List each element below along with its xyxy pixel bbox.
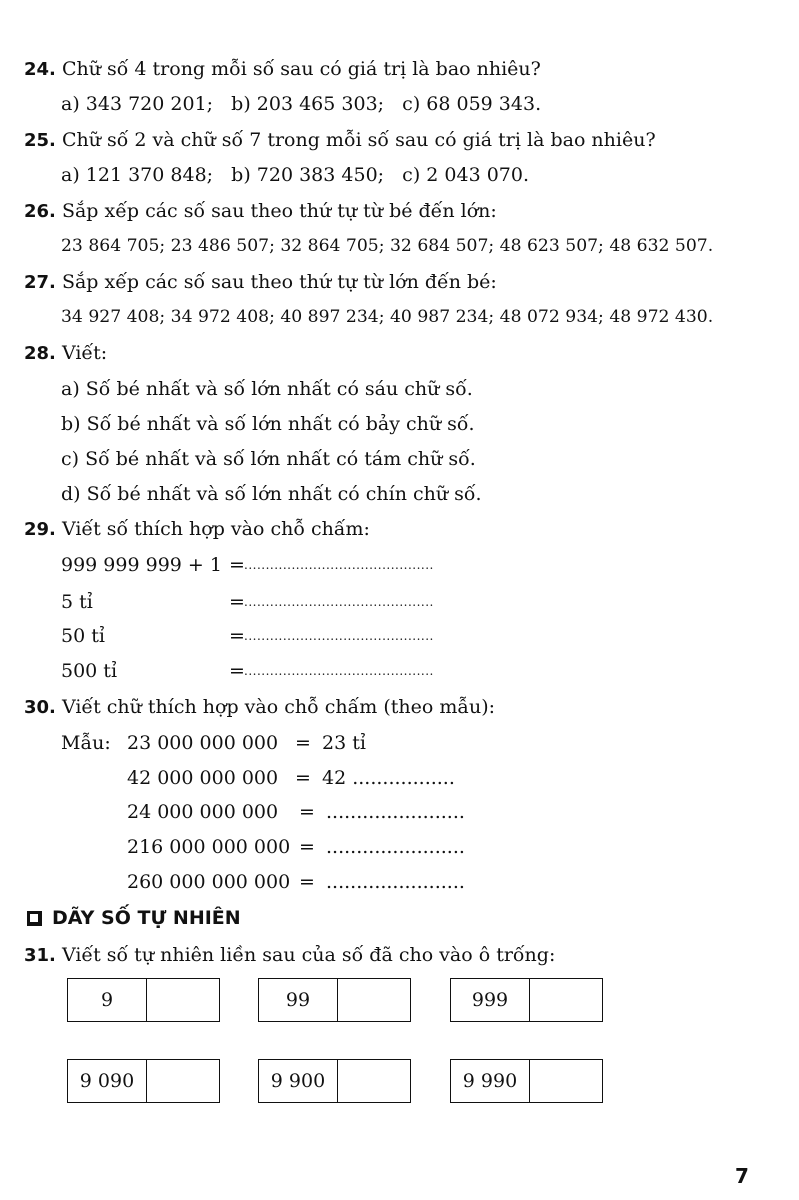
- row-left: 42 000 000 000: [127, 767, 279, 789]
- row-left: 24 000 000 000: [127, 801, 279, 823]
- exercise-number: 28.: [24, 343, 56, 364]
- row-left: 999 999 999 + 1: [61, 554, 222, 576]
- exercise-28-c: c) Số bé nhất và số lớn nhất có tám chữ số.: [61, 448, 476, 470]
- row-left: 216 000 000 000: [127, 836, 291, 858]
- given-number-cell: 9: [68, 979, 147, 1021]
- row-equals: =: [295, 732, 311, 754]
- number-box-pair: [258, 978, 411, 1022]
- given-number-cell: 999: [451, 979, 530, 1021]
- exercise-question: Viết số tự nhiên liền sau của số đã cho vào ô trống:: [61, 944, 556, 966]
- exercise-25-items: a) 121 370 848; b) 720 383 450; c) 2 043 070.: [61, 164, 530, 186]
- answer-cell[interactable]: [338, 979, 410, 1021]
- answer-blank[interactable]: .......................: [326, 801, 465, 823]
- exercise-question: Sắp xếp các số sau theo thứ tự từ bé đến lớn:: [61, 200, 497, 222]
- exercise-question: Viết chữ thích hợp vào chỗ chấm (theo mẫu):: [61, 696, 496, 718]
- exercise-25: [24, 128, 656, 153]
- exercise-26-items: 23 864 705; 23 486 507; 32 864 705; 32 684 507; 48 623 507; 48 632 507.: [61, 236, 714, 256]
- row-equals: =: [229, 625, 245, 647]
- row-equals: =: [229, 660, 245, 682]
- number-box-pair: [67, 1059, 220, 1103]
- square-bullet-icon: [27, 911, 42, 926]
- answer-cell[interactable]: [530, 979, 602, 1021]
- section-heading: [27, 904, 241, 932]
- exercise-30: [24, 695, 495, 720]
- exercise-28-b: b) Số bé nhất và số lớn nhất có bảy chữ số.: [61, 413, 475, 435]
- given-number-cell: 99: [259, 979, 338, 1021]
- exercise-number: 27.: [24, 272, 56, 293]
- given-number-cell: 9 900: [259, 1060, 338, 1102]
- exercise-27: [24, 270, 497, 295]
- exercise-28-a: a) Số bé nhất và số lớn nhất có sáu chữ số.: [61, 378, 473, 400]
- exercise-24-items: a) 343 720 201; b) 203 465 303; c) 68 059 343.: [61, 93, 542, 115]
- exercise-24: [24, 57, 541, 82]
- exercise-number: 29.: [24, 519, 56, 540]
- number-box-pair: [67, 978, 220, 1022]
- sample-label: Mẫu:: [61, 732, 111, 754]
- exercise-number: 30.: [24, 697, 56, 718]
- exercise-question: Viết số thích hợp vào chỗ chấm:: [61, 518, 370, 540]
- exercise-number: 24.: [24, 59, 56, 80]
- answer-blank[interactable]: ............................................: [244, 629, 434, 643]
- row-equals: =: [295, 767, 311, 789]
- answer-blank[interactable]: ............................................: [244, 558, 434, 572]
- answer-cell[interactable]: [147, 979, 219, 1021]
- row-equals: =: [299, 871, 315, 893]
- row-left: 5 tỉ: [61, 591, 93, 613]
- exercise-question: Viết:: [61, 342, 108, 364]
- answer-cell[interactable]: [338, 1060, 410, 1102]
- answer-blank[interactable]: .......................: [326, 836, 465, 858]
- row-left: 500 tỉ: [61, 660, 118, 682]
- exercise-27-items: 34 927 408; 34 972 408; 40 897 234; 40 987 234; 48 072 934; 48 972 430.: [61, 307, 714, 327]
- exercise-question: Sắp xếp các số sau theo thứ tự từ lớn đến bé:: [61, 271, 497, 293]
- answer-cell[interactable]: [530, 1060, 602, 1102]
- exercise-28-d: d) Số bé nhất và số lớn nhất có chín chữ số.: [61, 483, 482, 505]
- row-left: 50 tỉ: [61, 625, 105, 647]
- row-left: 23 000 000 000: [127, 732, 279, 754]
- row-equals: =: [229, 591, 245, 613]
- exercise-number: 25.: [24, 130, 56, 151]
- exercise-question: Chữ số 4 trong mỗi số sau có giá trị là bao nhiêu?: [61, 58, 541, 80]
- given-number-cell: 9 090: [68, 1060, 147, 1102]
- row-equals: =: [229, 554, 245, 576]
- exercise-26: [24, 199, 497, 224]
- exercise-28: [24, 341, 107, 366]
- page-number: 7: [735, 1164, 749, 1188]
- section-title-text: DÃY SỐ TỰ NHIÊN: [52, 907, 241, 929]
- number-box-pair: [450, 1059, 603, 1103]
- answer-blank[interactable]: ............................................: [244, 664, 434, 678]
- answer-blank[interactable]: ............................................: [244, 595, 434, 609]
- exercise-number: 31.: [24, 945, 56, 966]
- answer-blank[interactable]: 42 .................: [322, 767, 455, 789]
- exercise-31: [24, 943, 555, 968]
- exercise-29: [24, 517, 370, 542]
- exercise-number: 26.: [24, 201, 56, 222]
- answer-cell[interactable]: [147, 1060, 219, 1102]
- number-box-pair: [450, 978, 603, 1022]
- exercise-question: Chữ số 2 và chữ số 7 trong mỗi số sau có giá trị là bao nhiêu?: [61, 129, 656, 151]
- row-equals: =: [299, 801, 315, 823]
- given-number-cell: 9 990: [451, 1060, 530, 1102]
- number-box-pair: [258, 1059, 411, 1103]
- row-left: 260 000 000 000: [127, 871, 291, 893]
- row-equals: =: [299, 836, 315, 858]
- answer-blank[interactable]: .......................: [326, 871, 465, 893]
- row-right: 23 tỉ: [322, 732, 366, 754]
